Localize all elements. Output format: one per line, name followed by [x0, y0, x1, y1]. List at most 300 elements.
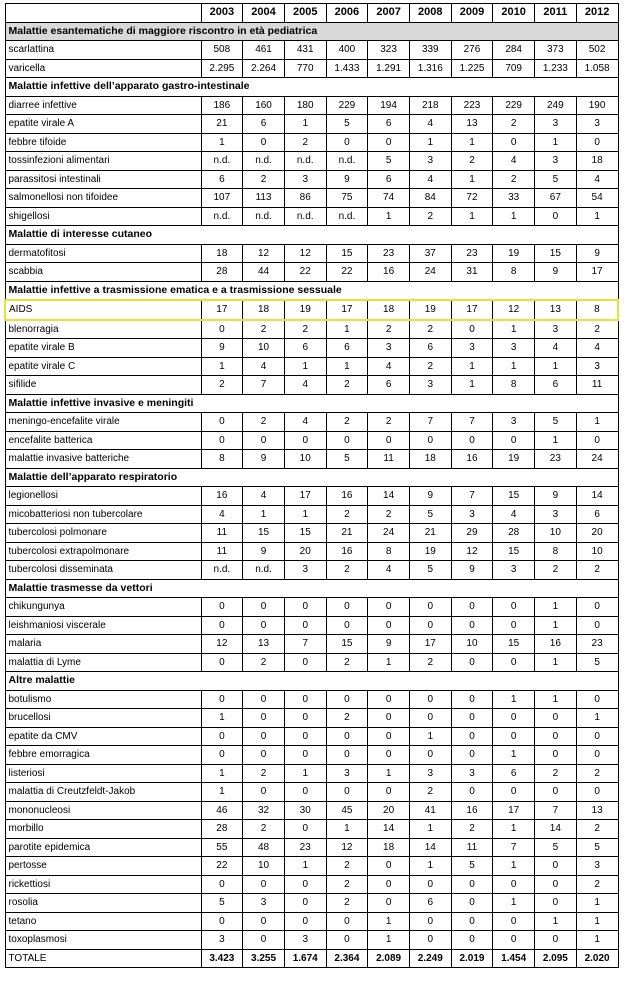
section-header-row: [5, 22, 618, 41]
value-cell: 0: [326, 783, 368, 802]
value-cell: 1: [451, 170, 493, 189]
year-header: 2008: [409, 4, 451, 23]
value-cell: 229: [493, 96, 535, 115]
value-cell: 461: [243, 41, 285, 60]
value-cell: 8: [493, 263, 535, 282]
value-cell: 6: [409, 339, 451, 358]
value-cell: 10: [243, 339, 285, 358]
value-cell: 45: [326, 801, 368, 820]
value-cell: 0: [284, 727, 326, 746]
value-cell: 1: [493, 746, 535, 765]
table-row: [5, 616, 618, 635]
table-row: [5, 783, 618, 802]
disease-name-cell: epatite virale B: [5, 339, 201, 358]
disease-name-cell: tubercolosi disseminata: [5, 561, 201, 580]
value-cell: 1: [284, 115, 326, 134]
value-cell: 1: [284, 764, 326, 783]
value-cell: 1: [201, 133, 243, 152]
value-cell: 1: [535, 357, 577, 376]
value-cell: 6: [493, 764, 535, 783]
disease-name-cell: pertosse: [5, 857, 201, 876]
section-header-row: [5, 468, 618, 487]
table-row: [5, 357, 618, 376]
value-cell: 3: [535, 505, 577, 524]
value-cell: 0: [368, 690, 410, 709]
section-header-row: [5, 226, 618, 245]
value-cell: 0: [284, 709, 326, 728]
value-cell: 14: [368, 487, 410, 506]
value-cell: 15: [326, 244, 368, 263]
value-cell: 18: [243, 300, 285, 320]
table-row: [5, 487, 618, 506]
year-header: 2012: [576, 4, 618, 23]
value-cell: 5: [535, 413, 577, 432]
value-cell: 6: [535, 376, 577, 395]
value-cell: 0: [368, 133, 410, 152]
value-cell: 15: [493, 487, 535, 506]
value-cell: 5: [409, 561, 451, 580]
value-cell: 0: [243, 616, 285, 635]
value-cell: 0: [493, 598, 535, 617]
value-cell: 6: [368, 170, 410, 189]
value-cell: 0: [535, 857, 577, 876]
value-cell: 0: [201, 616, 243, 635]
disease-name-cell: varicella: [5, 59, 201, 78]
value-cell: 0: [326, 727, 368, 746]
value-cell: 0: [243, 690, 285, 709]
value-cell: 709: [493, 59, 535, 78]
disease-name-cell: dermatofitosi: [5, 244, 201, 263]
total-row: [5, 949, 618, 968]
value-cell: 0: [451, 320, 493, 339]
disease-name-cell: tubercolosi polmonare: [5, 524, 201, 543]
value-cell: 0: [493, 875, 535, 894]
value-cell: 3: [576, 115, 618, 134]
disease-name-cell: epatite virale C: [5, 357, 201, 376]
value-cell: 1.291: [368, 59, 410, 78]
value-cell: 16: [201, 487, 243, 506]
table-row: [5, 115, 618, 134]
value-cell: 7: [243, 376, 285, 395]
year-header-row: [5, 4, 618, 23]
value-cell: 1: [368, 912, 410, 931]
value-cell: 0: [201, 320, 243, 339]
value-cell: 2: [409, 653, 451, 672]
value-cell: 18: [368, 838, 410, 857]
value-cell: 0: [493, 653, 535, 672]
disease-name-cell: rosolia: [5, 894, 201, 913]
disease-name-cell: legionellosi: [5, 487, 201, 506]
section-title: Malattie infettive a trasmissione ematica e a trasmissione sessuale: [5, 281, 618, 300]
section-header-row: [5, 394, 618, 413]
value-cell: 3: [409, 376, 451, 395]
value-cell: 11: [451, 838, 493, 857]
value-cell: 4: [368, 561, 410, 580]
value-cell: 16: [326, 542, 368, 561]
table-row: [5, 524, 618, 543]
value-cell: 15: [284, 524, 326, 543]
section-title: Malattie esantematiche di maggiore riscontro in età pediatrica: [5, 22, 618, 41]
value-cell: 1.433: [326, 59, 368, 78]
value-cell: 16: [451, 450, 493, 469]
value-cell: 7: [535, 801, 577, 820]
section-title: Malattie dell’apparato respiratorio: [5, 468, 618, 487]
value-cell: 2: [493, 115, 535, 134]
table-row: [5, 857, 618, 876]
value-cell: 0: [576, 727, 618, 746]
value-cell: 9: [576, 244, 618, 263]
value-cell: 0: [409, 598, 451, 617]
value-cell: 5: [576, 838, 618, 857]
value-cell: n.d.: [201, 561, 243, 580]
table-row: [5, 263, 618, 282]
value-cell: 10: [243, 857, 285, 876]
value-cell: 20: [284, 542, 326, 561]
value-cell: 8: [201, 450, 243, 469]
value-cell: 74: [368, 189, 410, 208]
value-cell: 0: [576, 746, 618, 765]
value-cell: 0: [326, 133, 368, 152]
value-cell: 3: [368, 339, 410, 358]
value-cell: 3: [535, 320, 577, 339]
disease-name-cell: sifilide: [5, 376, 201, 395]
value-cell: 6: [576, 505, 618, 524]
value-cell: 2: [326, 875, 368, 894]
value-cell: 2: [243, 320, 285, 339]
value-cell: 0: [201, 598, 243, 617]
value-cell: n.d.: [243, 207, 285, 226]
table-row: [5, 189, 618, 208]
value-cell: 16: [326, 487, 368, 506]
value-cell: 2: [284, 133, 326, 152]
table-row: [5, 300, 618, 320]
value-cell: 0: [368, 783, 410, 802]
value-cell: 502: [576, 41, 618, 60]
value-cell: 0: [451, 931, 493, 950]
value-cell: 1: [576, 931, 618, 950]
value-cell: 16: [368, 263, 410, 282]
value-cell: 4: [284, 413, 326, 432]
disease-name-cell: micobatteriosi non tubercolare: [5, 505, 201, 524]
value-cell: 20: [368, 801, 410, 820]
year-header: 2009: [451, 4, 493, 23]
value-cell: 1.233: [535, 59, 577, 78]
value-cell: 0: [576, 783, 618, 802]
value-cell: 1: [576, 709, 618, 728]
value-cell: 0: [451, 783, 493, 802]
value-cell: 4: [535, 339, 577, 358]
value-cell: 1: [201, 357, 243, 376]
disease-name-cell: parotite epidemica: [5, 838, 201, 857]
value-cell: 0: [535, 894, 577, 913]
value-cell: 249: [535, 96, 577, 115]
value-cell: 194: [368, 96, 410, 115]
value-cell: 24: [576, 450, 618, 469]
value-cell: 6: [243, 115, 285, 134]
value-cell: 1: [326, 820, 368, 839]
value-cell: 9: [409, 487, 451, 506]
value-cell: 12: [493, 300, 535, 320]
value-cell: 0: [451, 653, 493, 672]
value-cell: 373: [535, 41, 577, 60]
value-cell: 0: [284, 875, 326, 894]
value-cell: 33: [493, 189, 535, 208]
value-cell: 9: [243, 542, 285, 561]
value-cell: 21: [201, 115, 243, 134]
value-cell: 400: [326, 41, 368, 60]
value-cell: 0: [326, 912, 368, 931]
value-cell: 0: [326, 431, 368, 450]
value-cell: 1: [535, 431, 577, 450]
value-cell: 4: [576, 339, 618, 358]
disease-name-cell: mononucleosi: [5, 801, 201, 820]
value-cell: 0: [368, 727, 410, 746]
value-cell: 6: [326, 339, 368, 358]
table-row: [5, 450, 618, 469]
table-row: [5, 709, 618, 728]
value-cell: 15: [493, 635, 535, 654]
value-cell: 5: [535, 838, 577, 857]
table-row: [5, 801, 618, 820]
value-cell: 0: [243, 875, 285, 894]
value-cell: 19: [409, 300, 451, 320]
table-body: [5, 22, 618, 968]
value-cell: 0: [493, 727, 535, 746]
value-cell: n.d.: [326, 152, 368, 171]
value-cell: 14: [409, 838, 451, 857]
value-cell: 1: [493, 857, 535, 876]
value-cell: 6: [409, 894, 451, 913]
value-cell: 9: [535, 487, 577, 506]
value-cell: 2: [243, 764, 285, 783]
value-cell: 2: [243, 170, 285, 189]
value-cell: 23: [368, 244, 410, 263]
value-cell: 2: [409, 207, 451, 226]
value-cell: 0: [243, 598, 285, 617]
value-cell: 0: [243, 431, 285, 450]
value-cell: 6: [368, 376, 410, 395]
table-row: [5, 561, 618, 580]
value-cell: 0: [451, 709, 493, 728]
value-cell: 44: [243, 263, 285, 282]
value-cell: 4: [493, 505, 535, 524]
value-cell: 1: [409, 727, 451, 746]
value-cell: 2: [326, 505, 368, 524]
disease-name-cell: meningo-encefalite virale: [5, 413, 201, 432]
value-cell: 1: [326, 357, 368, 376]
disease-name-cell: scarlattina: [5, 41, 201, 60]
value-cell: 1: [368, 653, 410, 672]
value-cell: 1: [201, 783, 243, 802]
disease-name-cell: malattie invasive batteriche: [5, 450, 201, 469]
value-cell: 2: [451, 820, 493, 839]
value-cell: 0: [535, 709, 577, 728]
value-cell: 5: [201, 894, 243, 913]
value-cell: 0: [201, 413, 243, 432]
value-cell: n.d.: [284, 152, 326, 171]
value-cell: 4: [243, 487, 285, 506]
value-cell: 8: [535, 542, 577, 561]
value-cell: 2: [326, 857, 368, 876]
table-row: [5, 875, 618, 894]
value-cell: 0: [409, 690, 451, 709]
value-cell: 0: [368, 598, 410, 617]
total-value-cell: 1.674: [284, 949, 326, 968]
table-row: [5, 931, 618, 950]
value-cell: 0: [284, 783, 326, 802]
value-cell: 30: [284, 801, 326, 820]
table-row: [5, 133, 618, 152]
value-cell: 1: [535, 598, 577, 617]
value-cell: 0: [243, 931, 285, 950]
value-cell: 3: [284, 170, 326, 189]
value-cell: 3: [409, 764, 451, 783]
value-cell: 180: [284, 96, 326, 115]
table-row: [5, 820, 618, 839]
disease-name-cell: toxoplasmosi: [5, 931, 201, 950]
value-cell: 15: [493, 542, 535, 561]
value-cell: 21: [409, 524, 451, 543]
table-row: [5, 431, 618, 450]
value-cell: 0: [493, 133, 535, 152]
value-cell: 18: [368, 300, 410, 320]
table-row: [5, 376, 618, 395]
value-cell: 54: [576, 189, 618, 208]
value-cell: 0: [451, 894, 493, 913]
value-cell: 2: [326, 894, 368, 913]
disease-name-cell: salmonellosi non tifoidee: [5, 189, 201, 208]
table-row: [5, 542, 618, 561]
value-cell: 0: [326, 690, 368, 709]
year-header: 2011: [535, 4, 577, 23]
value-cell: 2: [535, 561, 577, 580]
section-title: Altre malattie: [5, 672, 618, 691]
value-cell: 46: [201, 801, 243, 820]
value-cell: 9: [451, 561, 493, 580]
value-cell: 2: [409, 357, 451, 376]
value-cell: 0: [409, 912, 451, 931]
year-header: 2003: [201, 4, 243, 23]
value-cell: 0: [493, 709, 535, 728]
table-row: [5, 152, 618, 171]
table-row: [5, 653, 618, 672]
total-value-cell: 2.019: [451, 949, 493, 968]
value-cell: 75: [326, 189, 368, 208]
value-cell: 2.264: [243, 59, 285, 78]
value-cell: 0: [409, 616, 451, 635]
value-cell: 2: [368, 505, 410, 524]
value-cell: 0: [243, 727, 285, 746]
value-cell: 1: [368, 207, 410, 226]
disease-name-cell: diarree infettive: [5, 96, 201, 115]
value-cell: 0: [201, 912, 243, 931]
value-cell: 0: [368, 746, 410, 765]
value-cell: 72: [451, 189, 493, 208]
total-value-cell: 3.255: [243, 949, 285, 968]
value-cell: 1: [493, 357, 535, 376]
value-cell: 0: [535, 746, 577, 765]
table-row: [5, 96, 618, 115]
value-cell: 2: [368, 320, 410, 339]
value-cell: 7: [493, 838, 535, 857]
value-cell: 1: [409, 820, 451, 839]
value-cell: 67: [535, 189, 577, 208]
disease-name-cell: listeriosi: [5, 764, 201, 783]
value-cell: 0: [243, 912, 285, 931]
value-cell: 3: [576, 357, 618, 376]
value-cell: 1: [535, 912, 577, 931]
value-cell: 1: [451, 207, 493, 226]
value-cell: 10: [284, 450, 326, 469]
table-row: [5, 746, 618, 765]
value-cell: 2: [284, 320, 326, 339]
value-cell: 3: [535, 115, 577, 134]
value-cell: 0: [284, 820, 326, 839]
value-cell: 229: [326, 96, 368, 115]
value-cell: 1: [409, 857, 451, 876]
value-cell: 1: [493, 320, 535, 339]
value-cell: 41: [409, 801, 451, 820]
table-row: [5, 320, 618, 339]
value-cell: 1: [368, 764, 410, 783]
value-cell: n.d.: [201, 207, 243, 226]
value-cell: 0: [326, 598, 368, 617]
value-cell: 12: [326, 838, 368, 857]
section-title: Malattie trasmesse da vettori: [5, 579, 618, 598]
value-cell: 11: [368, 450, 410, 469]
value-cell: 32: [243, 801, 285, 820]
value-cell: 2: [409, 320, 451, 339]
value-cell: 3: [326, 764, 368, 783]
value-cell: 186: [201, 96, 243, 115]
value-cell: n.d.: [243, 561, 285, 580]
value-cell: 24: [409, 263, 451, 282]
total-value-cell: 2.364: [326, 949, 368, 968]
section-header-row: [5, 672, 618, 691]
value-cell: 5: [368, 152, 410, 171]
value-cell: 0: [451, 875, 493, 894]
value-cell: 12: [201, 635, 243, 654]
table-row: [5, 838, 618, 857]
disease-name-cell: morbillo: [5, 820, 201, 839]
value-cell: 0: [535, 875, 577, 894]
value-cell: 0: [284, 616, 326, 635]
value-cell: 5: [326, 115, 368, 134]
value-cell: 0: [576, 690, 618, 709]
value-cell: 0: [201, 690, 243, 709]
disease-name-cell: febbre tifoide: [5, 133, 201, 152]
value-cell: 0: [368, 875, 410, 894]
table-row: [5, 170, 618, 189]
value-cell: 5: [409, 505, 451, 524]
table-row: [5, 598, 618, 617]
disease-name-cell: epatite da CMV: [5, 727, 201, 746]
total-value-cell: 2.020: [576, 949, 618, 968]
value-cell: 160: [243, 96, 285, 115]
value-cell: 0: [284, 598, 326, 617]
value-cell: 276: [451, 41, 493, 60]
value-cell: 0: [493, 931, 535, 950]
value-cell: 0: [368, 431, 410, 450]
value-cell: 0: [451, 690, 493, 709]
value-cell: 12: [451, 542, 493, 561]
value-cell: 3: [451, 339, 493, 358]
section-title: Malattie di interesse cutaneo: [5, 226, 618, 245]
value-cell: 2: [326, 413, 368, 432]
value-cell: 6: [201, 170, 243, 189]
year-header: 2006: [326, 4, 368, 23]
value-cell: 1.225: [451, 59, 493, 78]
